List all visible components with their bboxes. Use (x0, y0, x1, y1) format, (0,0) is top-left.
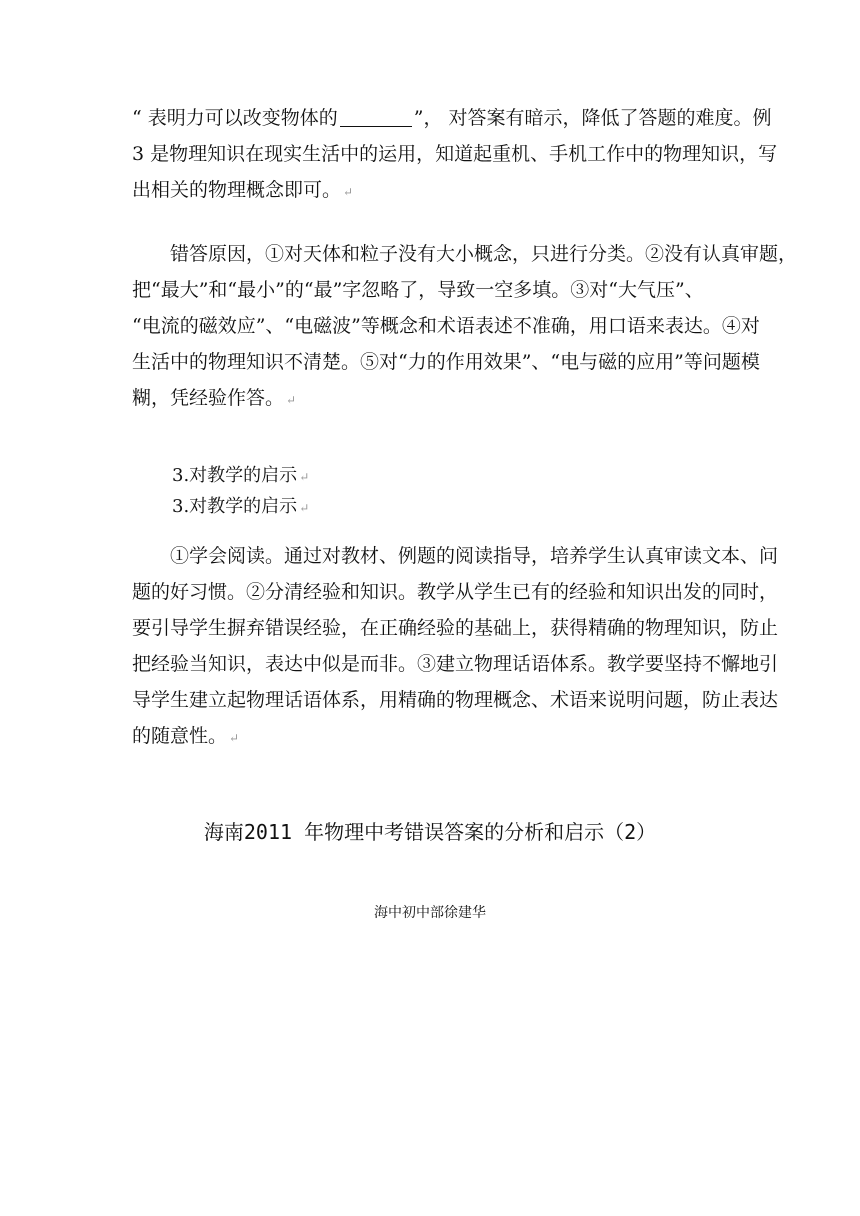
paragraph-mark-icon: ↵ (299, 470, 310, 484)
text-line: 要引导学生摒弃错误经验，在正确经验的基础上，获得精确的物理知识，防止 (132, 617, 779, 639)
text-line (132, 718, 820, 756)
text-line: 生活中的物理知识不清楚。⑤对“力的作用效果”、“电与磁的应用”等问题模 (132, 351, 760, 373)
text-line (132, 100, 820, 136)
fill-in-blank (340, 106, 412, 127)
text-segment: 糊，凭经验作答。 (132, 387, 285, 409)
text-segment: 的随意性。 (132, 725, 228, 747)
paragraph-error-reasons (132, 236, 820, 418)
article-author: 海中初中部徐建华 (374, 905, 486, 921)
text-line: 把“最大”和“最小”的“最”字忽略了，导致一空多填。③对“大气压”、 (132, 279, 704, 301)
text-segment: 出相关的物理概念即可。 (132, 179, 342, 201)
text-line: 导学生建立起物理话语体系，用精确的物理概念、术语来说明问题，防止表达 (132, 689, 779, 711)
text-line: 题的好习惯。②分清经验和知识。教学从学生已有的经验和知识出发的同时， (132, 581, 779, 603)
article-title: 海南2011 年物理中考错误答案的分析和启示（2） (203, 820, 657, 844)
section-heading-text: 3.对教学的启示 (172, 465, 298, 486)
text-line: ①学会阅读。通过对教材、例题的阅读指导，培养学生认真审读文本、问 (170, 545, 779, 567)
text-segment: ”， 对答案有暗示，降低了答题的难度。例 (413, 107, 772, 129)
paragraph-mark-icon: ↵ (343, 185, 354, 199)
section-heading (172, 494, 309, 521)
section-heading (172, 463, 309, 490)
text-line: 错答原因，①对天体和粒子没有大小概念，只进行分类。②没有认真审题， (170, 243, 798, 265)
paragraph-mark-icon: ↵ (229, 731, 240, 745)
text-line (132, 380, 820, 418)
text-line: 3 是物理知识在现实生活中的运用，知道起重机、手机工作中的物理知识，写 (132, 143, 778, 165)
text-line: 把经验当知识，表达中似是而非。③建立物理话语体系。教学要坚持不懈地引 (132, 653, 779, 675)
text-segment: “ 表明力可以改变物体的 (132, 107, 338, 129)
paragraph-intro (132, 100, 820, 210)
text-line (132, 172, 820, 210)
paragraph-teaching-insights (132, 538, 820, 756)
paragraph-mark-icon: ↵ (299, 501, 310, 515)
text-line: “电流的磁效应”、“电磁波”等概念和术语表述不准确，用口语来表达。④对 (132, 315, 760, 337)
section-heading-text: 3.对教学的启示 (172, 496, 298, 517)
paragraph-mark-icon: ↵ (286, 393, 297, 407)
